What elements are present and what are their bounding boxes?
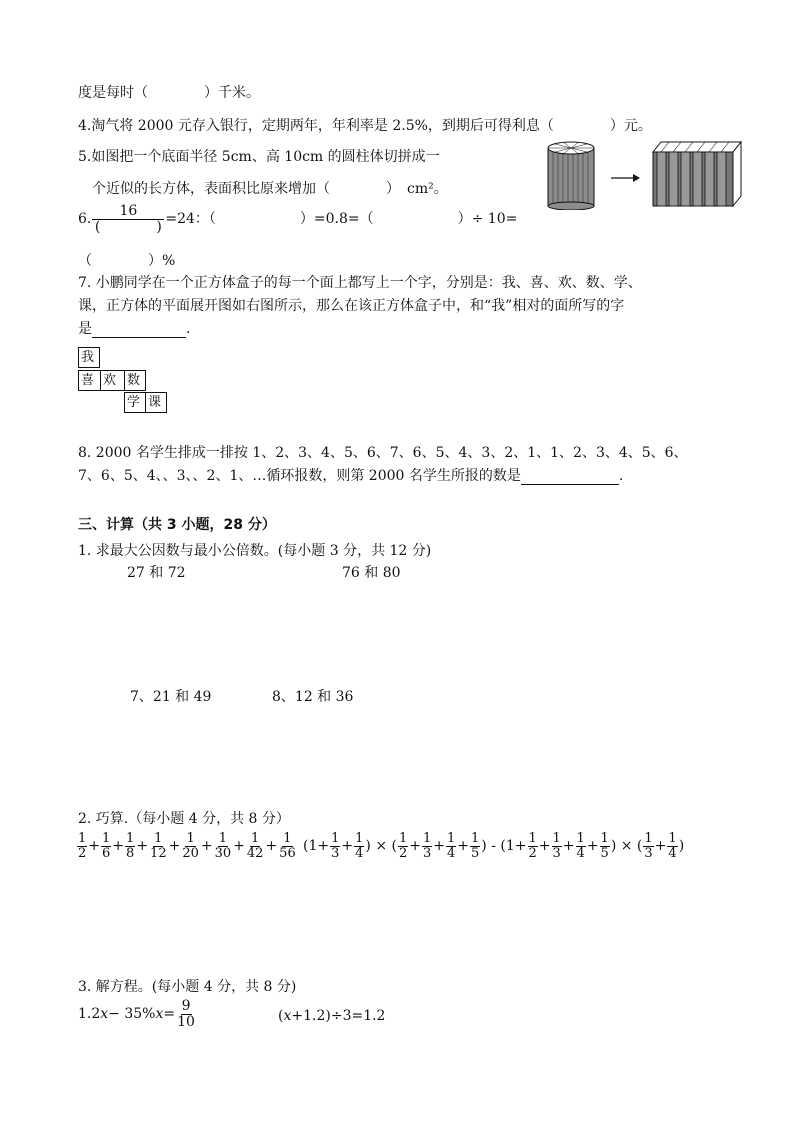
calc-1-item-4: 8、12 和 36 [272,689,354,705]
expr2-g2-fraction-4-den: 5 [471,845,480,861]
expr1-fraction-5 [181,832,200,860]
plus-sign: + [200,838,213,855]
q6-fraction [92,204,164,234]
expr2-g1-fraction-1-num: 1 [331,831,340,846]
expr2-times-2: ) × ( [610,838,643,855]
expr2-g4-fraction-2 [667,832,677,860]
expr2-g2-fraction-1 [398,832,408,860]
calc-1-item-2: 76 和 80 [342,565,401,581]
expr1-fraction-1-den: 2 [78,845,87,861]
expr2-close: ) [678,838,685,855]
cuboid-icon [653,142,741,206]
expr2-g3-fraction-1-num: 1 [528,831,537,846]
expr2-g2-fraction-2-num: 1 [422,831,432,846]
expr1-fraction-7-num: 1 [251,831,260,846]
expr1-fraction-4-den: 12 [150,845,167,861]
expr2-g1-fraction-2-num: 1 [355,831,364,846]
expr2-g3-fraction-1-den: 2 [528,845,537,861]
q6-fraction-den: ( ) [94,218,162,235]
q7-prefix: 是 [78,321,92,337]
section-3-title: 三、计算（共 3 小题，28 分） [78,517,276,533]
q8-text: 7、6、5、4、、3、、2、1、…循环报数，则第 2000 名学生所报的数是 [78,468,521,484]
expr2-g1-fraction-1-den: 3 [331,845,340,861]
question-6 [78,204,517,234]
expr2-g2-fraction-4-num: 1 [471,831,480,846]
expr2-g4-fraction-1-num: 1 [644,831,653,846]
expr1-fraction-5-den: 20 [182,845,199,861]
expr1-fraction-2-num: 1 [102,831,111,846]
expr2-g2-fraction-3 [446,832,456,860]
calc-2-title: 2. 巧算.（每小题 4 分，共 8 分） [78,811,290,827]
expr2-g1-fraction-2 [354,832,364,860]
plus-sign: + [562,838,575,855]
plus-sign: + [538,838,551,855]
q8-suffix: . [618,468,624,484]
question-5-line1: 5.如图把一个底面半径 5cm、高 10cm 的圆柱体切拼成一 [78,149,440,165]
cube-net [78,347,170,415]
expr1-fraction-7 [246,832,265,860]
expr1-fraction-3 [125,832,135,860]
calc-2-expr-2 [303,832,684,860]
question-7-line1: 7. 小鹏同学在一个正方体盒子的每一个面上都写上一个字，分别是：我、喜、欢、数、学、 [78,275,642,291]
net-cell-huan: 欢 [100,370,125,391]
eq2-var-x: x [283,1008,292,1024]
expr2-g4-fraction-1-den: 3 [644,845,653,861]
expr2-g2-fraction-3-den: 4 [447,845,456,861]
expr2-open-1: (1+ [303,838,330,855]
question-7-line3 [78,318,190,338]
expr2-g2-fraction-2 [422,832,432,860]
expr2-g3-fraction-2-den: 3 [552,845,561,861]
expr1-fraction-4-num: 1 [154,831,163,846]
calc-3-eq-1 [78,999,197,1029]
q7-suffix: . [186,321,191,337]
expr2-g2-fraction-3-num: 1 [447,831,456,846]
expr2-g2-fraction-1-den: 2 [398,845,408,861]
net-cell-xi: 喜 [78,370,101,391]
question-6-line2: （ ）% [78,253,176,269]
expr1-fraction-8-num: 1 [283,831,292,846]
expr1-fraction-8-den: 56 [279,845,296,861]
plus-sign: + [112,838,125,855]
expr2-g3-fraction-2-num: 1 [552,831,561,846]
expr2-g3-fraction-4-den: 5 [600,845,609,861]
expr2-g3-fraction-4-num: 1 [600,831,609,846]
calc-1-item-3: 7、21 和 49 [130,689,212,705]
question-8-line2 [78,465,623,485]
calc-1-title: 1. 求最大公因数与最小公倍数。(每小题 3 分，共 12 分) [78,543,432,559]
expr1-fraction-1-num: 1 [78,831,87,846]
plus-sign: + [586,838,599,855]
net-cell-xue: 学 [124,392,146,413]
plus-sign: + [409,838,421,855]
calc-3-title: 3. 解方程。(每小题 4 分，共 8 分) [78,979,297,995]
eq1-minus-term: − 35% [108,1006,156,1023]
net-cell-ke: 课 [145,392,167,413]
expr1-fraction-3-num: 1 [126,831,135,846]
expr1-fraction-2-den: 6 [102,845,111,861]
q8-answer-blank[interactable] [521,470,619,485]
calc-2-expr-1 [76,832,298,860]
expr1-fraction-7-den: 42 [246,845,264,861]
expr1-fraction-4 [149,832,168,860]
eq2-open: ( [278,1008,284,1024]
expr1-fraction-6-den: 30 [214,845,232,861]
expr2-g2-fraction-4 [470,832,480,860]
expr2-g3-fraction-3-den: 4 [576,845,585,861]
expr2-g3-fraction-2 [552,832,562,860]
expr2-g4-fraction-1 [643,832,653,860]
expr2-times-1: ) × ( [365,838,397,855]
expr2-g3-fraction-3-num: 1 [576,831,585,846]
question-4: 4.淘气将 2000 元存入银行，定期两年，年利率是 2.5%，到期后可得利息（ ）元。 [78,118,652,134]
eq1-frac-num: 9 [181,998,191,1014]
eq1-var-x-2: x [155,1006,164,1023]
expr2-g1-fraction-1 [330,832,340,860]
expr2-minus: ) - (1+ [481,838,527,855]
plus-sign: + [654,838,667,855]
expr2-g1-fraction-2-den: 4 [355,845,364,861]
eq1-var-x: x [100,1006,109,1023]
expr1-fraction-1 [77,832,87,860]
plus-sign: + [88,838,101,855]
expr1-fraction-8 [278,832,297,860]
net-cell-wo: 我 [78,347,100,368]
question-7-line2: 课，正方体的平面展开图如右图所示，那么在该正方体盒子中，和“我”相对的面所写的字 [78,298,625,314]
question-5-line2: 个近似的长方体，表面积比原来增加（ ） cm²。 [92,181,448,197]
cylinder-icon [548,142,594,210]
q3-tail: 度是每时（ ）千米。 [78,85,260,101]
expr1-fraction-6-num: 1 [218,831,228,846]
expr2-g2-fraction-2-den: 3 [422,845,432,861]
plus-sign: + [265,838,278,855]
question-8-line1: 8. 2000 名学生排成一排按 1、2、3、4、5、6、7、6、5、4、3、2、1、1、2、3、4、5、6、 [78,445,688,461]
eq1-frac-den: 10 [177,1013,195,1030]
cylinder-to-cuboid-figure [545,140,745,210]
expr1-fraction-2 [101,832,111,860]
arrow-right-icon [611,174,640,182]
expr2-g3-fraction-4 [600,832,610,860]
plus-sign: + [433,838,445,855]
q6-fraction-num: 16 [92,204,164,220]
expr1-fraction-6 [214,832,233,860]
q6-prefix: 6. [78,211,92,228]
net-cell-shu: 数 [124,370,146,391]
expr2-g3-fraction-3 [576,832,586,860]
plus-sign: + [136,838,149,855]
calc-1-item-1: 27 和 72 [127,565,186,581]
plus-sign: + [457,838,470,855]
plus-sign: + [341,838,354,855]
eq1-equals: = [163,1006,176,1023]
expr1-fraction-5-num: 1 [186,831,195,846]
plus-sign: + [168,838,181,855]
q7-answer-blank[interactable] [92,323,186,338]
eq2-rest: +1.2)÷3=1.2 [291,1008,386,1024]
q6-rest: =24：（ ）=0.8=（ ）÷ 10= [165,211,518,228]
calc-3-eq-2 [278,1008,385,1024]
plus-sign: + [233,838,245,855]
eq1-coef: 1.2 [78,1006,101,1023]
expr1-fraction-3-den: 8 [126,845,135,861]
expr2-g2-fraction-1-num: 1 [398,831,408,846]
expr2-g3-fraction-1 [528,832,538,860]
expr2-g4-fraction-2-den: 4 [668,845,677,861]
eq1-fraction [176,999,196,1029]
expr2-g4-fraction-2-num: 1 [668,831,677,846]
